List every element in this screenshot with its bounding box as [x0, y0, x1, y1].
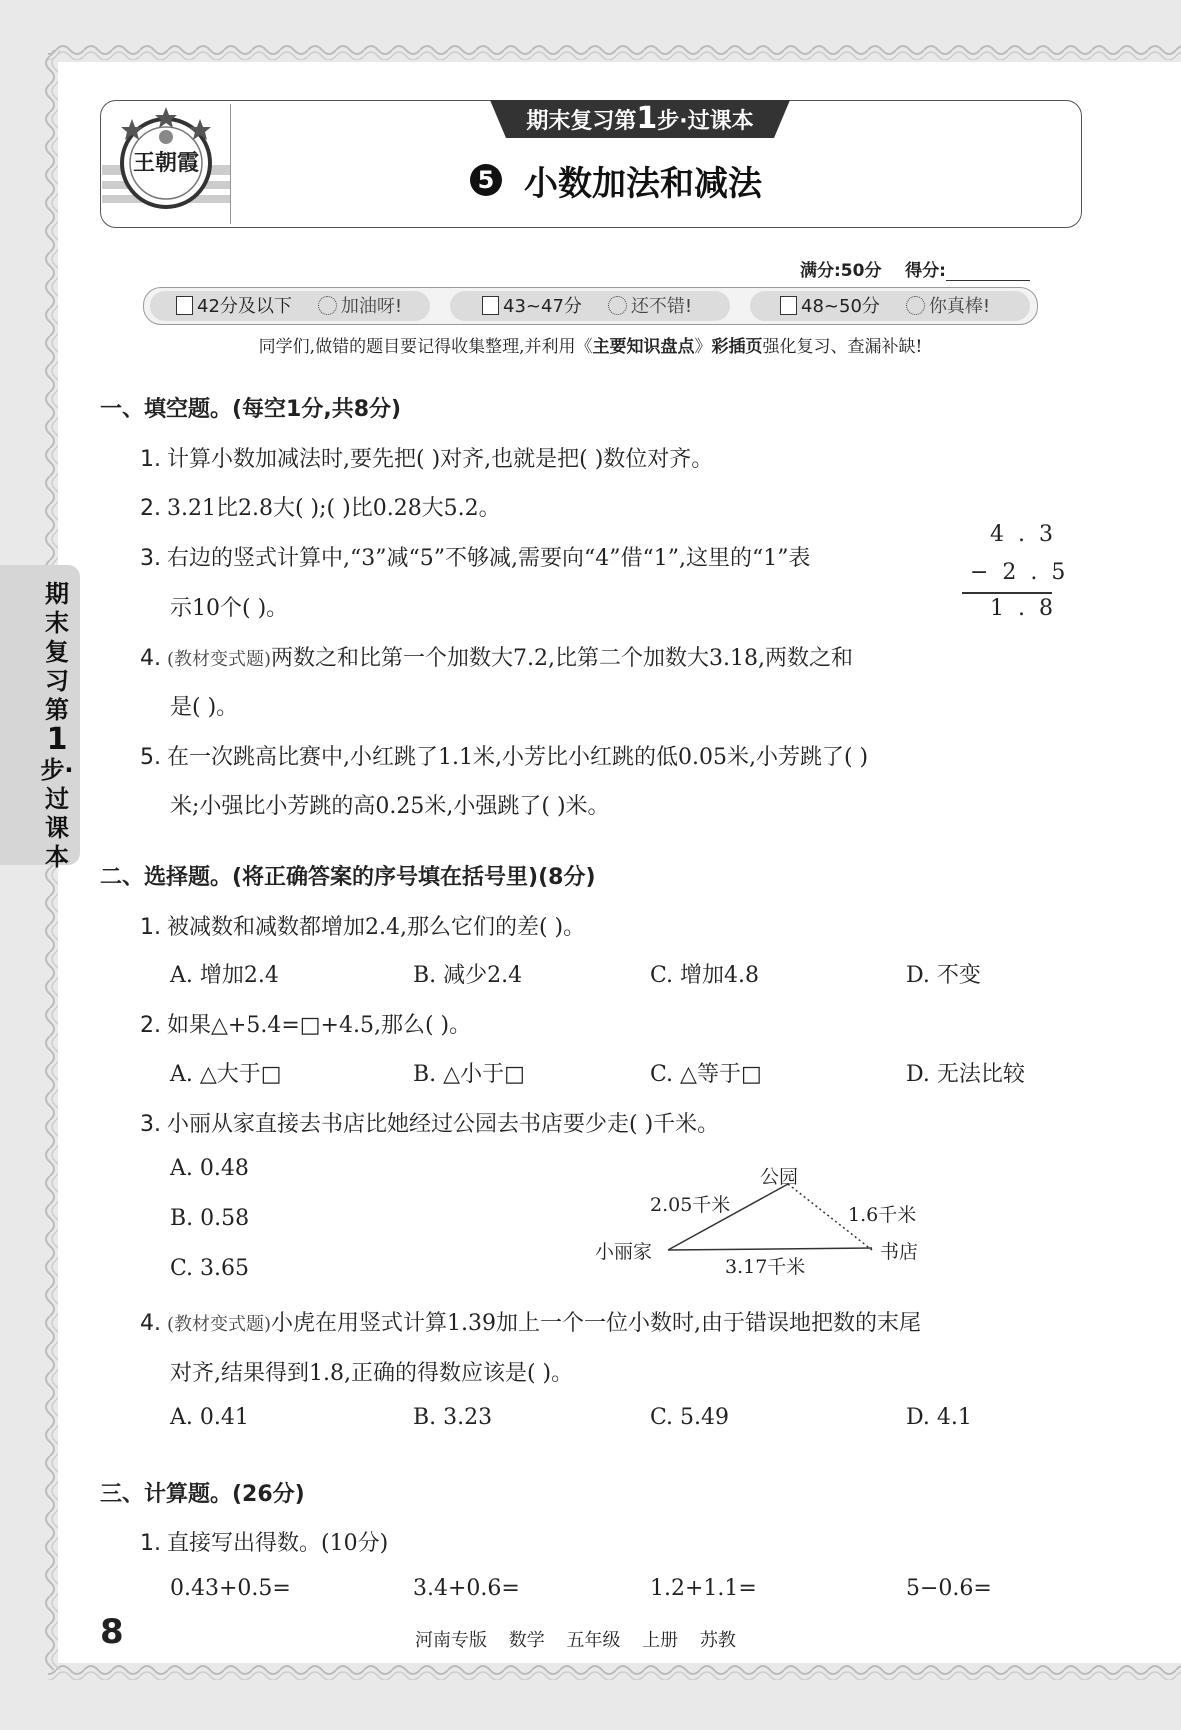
- page-title: [470, 156, 762, 204]
- option-2-1-b[interactable]: B. 减少2.4: [413, 963, 523, 988]
- vertical-bottom: 1.8: [990, 596, 1067, 621]
- page-number: 8: [100, 1612, 124, 1652]
- label-home-store: 3.17千米: [725, 1256, 806, 1278]
- logo-divider: [230, 104, 231, 224]
- question-number: 2.: [140, 1013, 161, 1038]
- note-highlight: 彩插页: [711, 337, 763, 357]
- question-text: 两数之和比第一个加数大7.2,比第二个加数大3.18,两数之和: [271, 646, 854, 671]
- study-note: [0, 332, 1181, 357]
- question-1-5: [140, 740, 868, 771]
- calc-item[interactable]: 0.43+0.5=: [170, 1576, 291, 1601]
- side-tab-text: 步·过课本: [40, 756, 74, 871]
- calc-item[interactable]: 3.4+0.6=: [413, 1576, 520, 1601]
- score-line: [800, 256, 1030, 281]
- label-park-store: 1.6千米: [848, 1204, 917, 1226]
- question-text: 如果△+5.4=□+4.5,那么( )。: [167, 1013, 472, 1038]
- question-text: 小虎在用竖式计算1.39加上一个一位小数时,由于错误地把数的末尾: [271, 1311, 922, 1336]
- banner-prefix: 期末复习第: [526, 109, 637, 134]
- section-3-title: 三、计算题。(26分): [100, 1482, 305, 1507]
- question-number: 1.: [140, 915, 161, 940]
- logo-text: 王朝霞: [132, 150, 199, 176]
- face-icon: [608, 296, 627, 315]
- question-tag: (教材变式题): [167, 1314, 272, 1335]
- rating-text: 你真棒!: [928, 296, 991, 317]
- vertical-top: 4.3: [990, 522, 1067, 547]
- label-store: 书店: [880, 1241, 919, 1263]
- question-1-2: [140, 491, 501, 522]
- question-2-1: [140, 910, 585, 941]
- question-text: 3.21比2.8大( );( )比0.28大5.2。: [167, 496, 501, 521]
- banner-suffix: 步·过课本: [657, 109, 754, 134]
- title-number-badge: 5: [470, 164, 502, 196]
- rating-checkbox[interactable]: [780, 296, 797, 315]
- question-1-5-line2: 米;小强比小芳跳的高0.25米,小强跳了( )米。: [170, 794, 610, 819]
- option-2-2-b[interactable]: B. △小于□: [413, 1062, 525, 1087]
- option-2-3-b[interactable]: B. 0.58: [170, 1206, 250, 1231]
- option-2-3-c[interactable]: C. 3.65: [170, 1256, 250, 1281]
- question-text: 右边的竖式计算中,“3”减“5”不够减,需要向“4”借“1”,这里的“1”表: [167, 546, 811, 571]
- question-number: 4.: [140, 646, 161, 671]
- rating-range: 43~47分: [503, 296, 582, 317]
- side-tab-label: [40, 580, 74, 872]
- label-home-park: 2.05千米: [650, 1194, 731, 1216]
- rating-item-2: [482, 292, 692, 318]
- option-2-4-b[interactable]: B. 3.23: [413, 1405, 493, 1430]
- rating-range: 42分及以下: [197, 296, 292, 317]
- banner-number: 1: [636, 101, 658, 136]
- question-1-3: [140, 541, 810, 572]
- vertical-mid: −2.5: [970, 560, 1080, 585]
- question-2-4: [140, 1306, 921, 1337]
- score-label: 得分:: [905, 261, 946, 281]
- rating-item-1: [176, 292, 402, 318]
- note-part: 同学们,做错的题目要记得收集整理,并利用《: [258, 337, 593, 357]
- page-footer: 河南专版 数学 五年级 上册 苏教: [415, 1630, 736, 1651]
- option-2-1-c[interactable]: C. 增加4.8: [650, 963, 760, 988]
- rating-checkbox[interactable]: [176, 296, 193, 315]
- face-icon: [906, 296, 925, 315]
- option-2-2-c[interactable]: C. △等于□: [650, 1062, 762, 1087]
- note-part: 强化复习、查漏补缺!: [762, 337, 923, 357]
- question-1-1: [140, 442, 713, 473]
- calc-item[interactable]: 1.2+1.1=: [650, 1576, 757, 1601]
- route-home-store: [668, 1248, 872, 1250]
- option-2-4-d[interactable]: D. 4.1: [906, 1405, 972, 1430]
- question-number: 1.: [140, 1531, 161, 1556]
- section-2-title: 二、选择题。(将正确答案的序号填在括号里)(8分): [100, 865, 596, 890]
- label-park: 公园: [760, 1166, 799, 1188]
- full-score: 满分:50分: [800, 261, 882, 281]
- question-2-2: [140, 1008, 471, 1039]
- option-2-1-a[interactable]: A. 增加2.4: [170, 963, 279, 988]
- note-part: 》: [694, 337, 712, 357]
- question-number: 1.: [140, 447, 161, 472]
- question-number: 3.: [140, 546, 161, 571]
- step-banner: [490, 100, 790, 138]
- note-highlight: 主要知识盘点: [592, 337, 695, 357]
- question-1-4-line2: 是( )。: [170, 695, 239, 720]
- question-1-3-line2: 示10个( )。: [170, 596, 289, 621]
- title-text: 小数加法和减法: [524, 163, 762, 204]
- section-1-title: 一、填空题。(每空1分,共8分): [100, 397, 402, 422]
- option-2-4-c[interactable]: C. 5.49: [650, 1405, 730, 1430]
- question-number: 5.: [140, 745, 161, 770]
- option-2-1-d[interactable]: D. 不变: [906, 963, 981, 988]
- option-2-2-a[interactable]: A. △大于□: [170, 1062, 282, 1087]
- question-1-4: [140, 641, 853, 672]
- rating-checkbox[interactable]: [482, 296, 499, 315]
- question-2-3: [140, 1107, 719, 1138]
- question-tag: (教材变式题): [167, 649, 272, 670]
- question-text: 直接写出得数。(10分): [167, 1531, 389, 1556]
- option-2-4-a[interactable]: A. 0.41: [170, 1405, 249, 1430]
- side-tab-text: 期末复习第: [45, 580, 69, 724]
- face-icon: [318, 296, 337, 315]
- option-2-2-d[interactable]: D. 无法比较: [906, 1062, 1025, 1087]
- question-2-4-line2: 对齐,结果得到1.8,正确的得数应该是( )。: [170, 1361, 574, 1386]
- question-number: 4.: [140, 1311, 161, 1336]
- rating-text: 还不错!: [630, 296, 693, 317]
- question-text: 小丽从家直接去书店比她经过公园去书店要少走( )千米。: [167, 1112, 720, 1137]
- calc-item[interactable]: 5−0.6=: [906, 1576, 992, 1601]
- option-2-3-a[interactable]: A. 0.48: [170, 1156, 249, 1181]
- question-3-1: [140, 1526, 388, 1557]
- rating-range: 48~50分: [801, 296, 880, 317]
- question-text: 计算小数加减法时,要先把( )对齐,也就是把( )数位对齐。: [167, 447, 714, 472]
- side-tab-number: 1: [46, 722, 68, 757]
- vertical-rule: [962, 592, 1052, 594]
- rating-item-3: [780, 292, 990, 318]
- label-home: 小丽家: [595, 1241, 653, 1263]
- score-blank[interactable]: [946, 264, 1030, 281]
- question-text: 在一次跳高比赛中,小红跳了1.1米,小芳比小红跳的低0.05米,小芳跳了( ): [167, 745, 869, 770]
- question-text: 被减数和减数都增加2.4,那么它们的差( )。: [167, 915, 586, 940]
- question-number: 3.: [140, 1112, 161, 1137]
- rating-text: 加油呀!: [340, 296, 403, 317]
- question-number: 2.: [140, 496, 161, 521]
